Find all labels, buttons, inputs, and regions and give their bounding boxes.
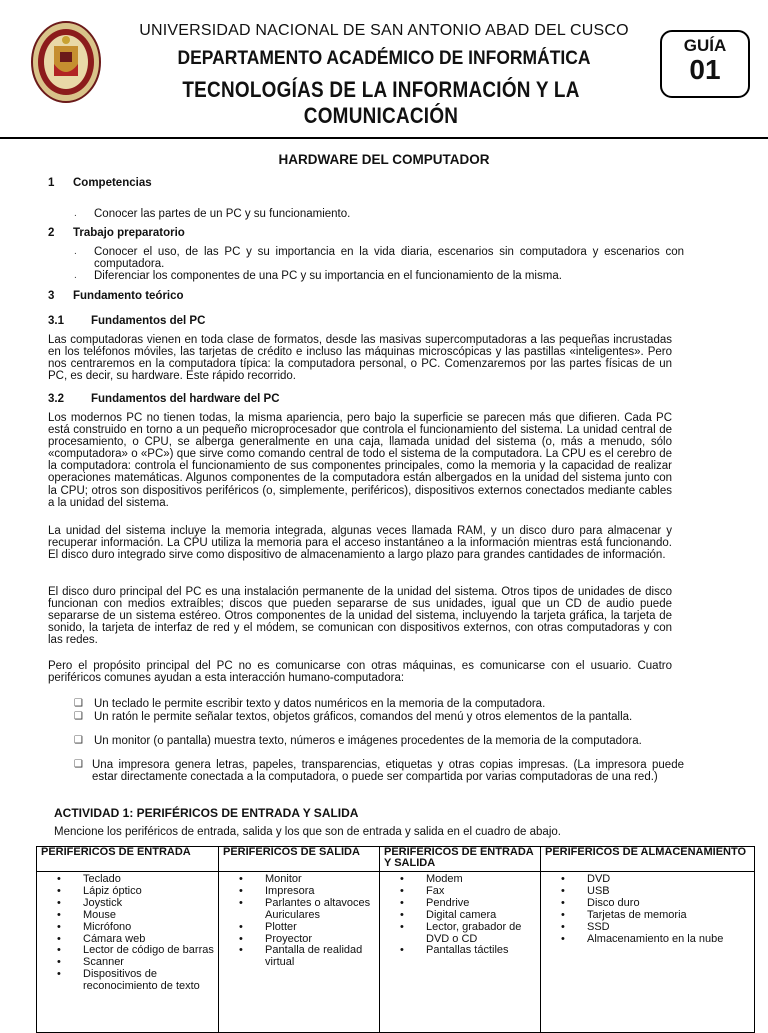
list-item: • Monitor [219, 874, 379, 886]
list-item: • Lector, grabador de DVD o CD [380, 922, 540, 946]
section-1-number: 1 [48, 177, 55, 189]
list-item: • Parlantes o altavoces Auriculares [219, 898, 379, 922]
activity-title: ACTIVIDAD 1: PERIFÉRICOS DE ENTRADA Y SALIDA [54, 806, 359, 820]
list-item: • Lector de código de barras [37, 945, 218, 957]
section-2-title: Trabajo preparatorio [73, 227, 185, 239]
table-header-row [37, 847, 755, 872]
course-title-line1: TECNOLOGÍAS DE LA INFORMACIÓN Y LA [182, 77, 580, 102]
list-item: • Joystick [37, 898, 218, 910]
section-2-number: 2 [48, 227, 55, 239]
guide-badge [660, 30, 750, 98]
list-item: • Disco duro [541, 898, 754, 910]
section-3-1-title: Fundamentos del PC [91, 315, 206, 327]
section-3-title: Fundamento teórico [73, 290, 184, 302]
section-3-2-paragraph-4: Pero el propósito principal del PC no es comunicarse con otras máquinas, es comunicarse con el usuario. Cuatro periféricos comunes ayudan a esta interacción humano-computadora: [48, 660, 672, 685]
list-item: • Dispositivos de reconocimiento de texto [37, 969, 218, 993]
header-input: PERIFERICOS DE ENTRADA [37, 847, 219, 872]
section-1-title: Competencias [73, 177, 152, 189]
checkbox-icon: ❑ [74, 711, 83, 722]
header-output: PERIFERICOS DE SALIDA [219, 847, 380, 872]
section-3-2-number: 3.2 [48, 393, 64, 405]
list-item: • Cámara web [37, 934, 218, 946]
list-item: • Micrófono [37, 922, 218, 934]
table-row [37, 872, 755, 1033]
storage-column [541, 872, 755, 1033]
bullet-dot-icon: . [74, 270, 77, 281]
list-item: • SSD [541, 922, 754, 934]
checkbox-icon: ❑ [74, 759, 83, 770]
peripherals-table [36, 846, 755, 1033]
section-3-2-title: Fundamentos del hardware del PC [91, 393, 280, 405]
list-item: • Modem [380, 874, 540, 886]
checkbox-icon: ❑ [74, 735, 83, 746]
list-item: • Scanner [37, 957, 218, 969]
list-item: • Tarjetas de memoria [541, 910, 754, 922]
section-3-2-paragraph-1: Los modernos PC no tienen todas, la misma apariencia, pero bajo la superficie se parecen más que difieren. Cada PC está construido en torno a un pequeño microprocesador que controla el funcionamiento del sistema. La unidad central de procesamiento, o CPU, se alberga generalmente en una caja, llamada unidad del sistema (o, más a menudo, sólo «computadora» o «PC») que sirve como comando central de todo el sistema de la computadora. La CPU es el cerebro de la computadora: controla el funcionamiento de sus componentes principales, como la memoria y la capacidad de realizar operaciones matemáticas. Algunos componentes de la computadora están albergados en la unidad del sistema junto con la CPU; otros son dispositivos periféricos (o, simplemente, periféricos), dispositivos externos conectados mediante cables a la unidad del sistema. [48, 412, 672, 509]
guide-number: 01 [689, 54, 721, 85]
list-item: • Mouse [37, 910, 218, 922]
section-3-2-paragraph-2: La unidad del sistema incluye la memoria integrada, algunas veces llamada RAM, y un disco duro para almacenar y recuperar información. La CPU utiliza la memoria para el acceso instantáneo a la información mientras está funcionando. El disco duro integrado sirve como dispositivo de almacenamiento a largo plazo para grandes cantidades de información. [48, 525, 672, 562]
list-item: • Plotter [219, 922, 379, 934]
input-output-column [380, 872, 541, 1033]
header-divider [0, 137, 768, 139]
list-item: • Lápiz óptico [37, 886, 218, 898]
list-item: • Proyector [219, 934, 379, 946]
section-3-2-paragraph-3: El disco duro principal del PC es una instalación permanente de la unidad del sistema. Otros tipos de unidades de disco funcionan con medios extraíbles; discos que pueden separarse de sus unidades, igual que un CD de audio puede separarse de un sistema estéreo. Otros componentes de la unidad del sistema, incluyendo la tarjeta gráfica, la tarjeta de sonido, la tarjeta de interfaz de red y el módem, se comunican con dispositivos externos, con otras computadoras y con las redes. [48, 586, 672, 647]
input-column [37, 872, 219, 1033]
list-item: • Fax [380, 886, 540, 898]
list-item: • Impresora [219, 886, 379, 898]
header-storage: PERIFERICOS DE ALMACENAMIENTO [541, 847, 755, 872]
section-3-1-number: 3.1 [48, 315, 64, 327]
department-name: DEPARTAMENTO ACADÉMICO DE INFORMÁTICA [177, 48, 591, 69]
list-item: • Digital camera [380, 910, 540, 922]
checkbox-icon: ❑ [74, 698, 83, 709]
university-name: UNIVERSIDAD NACIONAL DE SAN ANTONIO ABAD DEL CUSCO [139, 22, 629, 39]
document-title: HARDWARE DEL COMPUTADOR [278, 152, 490, 167]
section-3-1-paragraph: Las computadoras vienen en toda clase de formatos, desde las masivas supercomputadoras a las pequeñas incrustadas en los teléfonos móviles, las tarjetas de crédito e incluso las máquinas microscópicas y las pastillas «inteligentes». Pero nos centraremos en la computadora típica: la computadora personal, o PC. Comenzaremos por las partes físicas de un PC, es decir, su hardware. Este rápido recorrido. [48, 334, 672, 383]
bullet-dot-icon: . [74, 208, 77, 219]
header-input-output: PERIFERICOS DE ENTRADA Y SALIDA [380, 847, 541, 872]
section-3-number: 3 [48, 290, 55, 302]
activity-instruction: Mencione los periféricos de entrada, salida y los que son de entrada y salida en el cuadro de abajo. [54, 826, 561, 838]
bullet-dot-icon: . [74, 246, 77, 257]
list-item: • Pendrive [380, 898, 540, 910]
output-column [219, 872, 380, 1033]
list-item: • Teclado [37, 874, 218, 886]
list-item: • USB [541, 886, 754, 898]
guide-label: GUÍA [683, 36, 727, 55]
list-item: • DVD [541, 874, 754, 886]
list-item: • Pantallas táctiles [380, 945, 540, 957]
list-item: • Pantalla de realidad virtual [219, 945, 379, 969]
course-title-line2: COMUNICACIÓN [303, 103, 459, 128]
list-item: • Almacenamiento en la nube [541, 934, 754, 946]
